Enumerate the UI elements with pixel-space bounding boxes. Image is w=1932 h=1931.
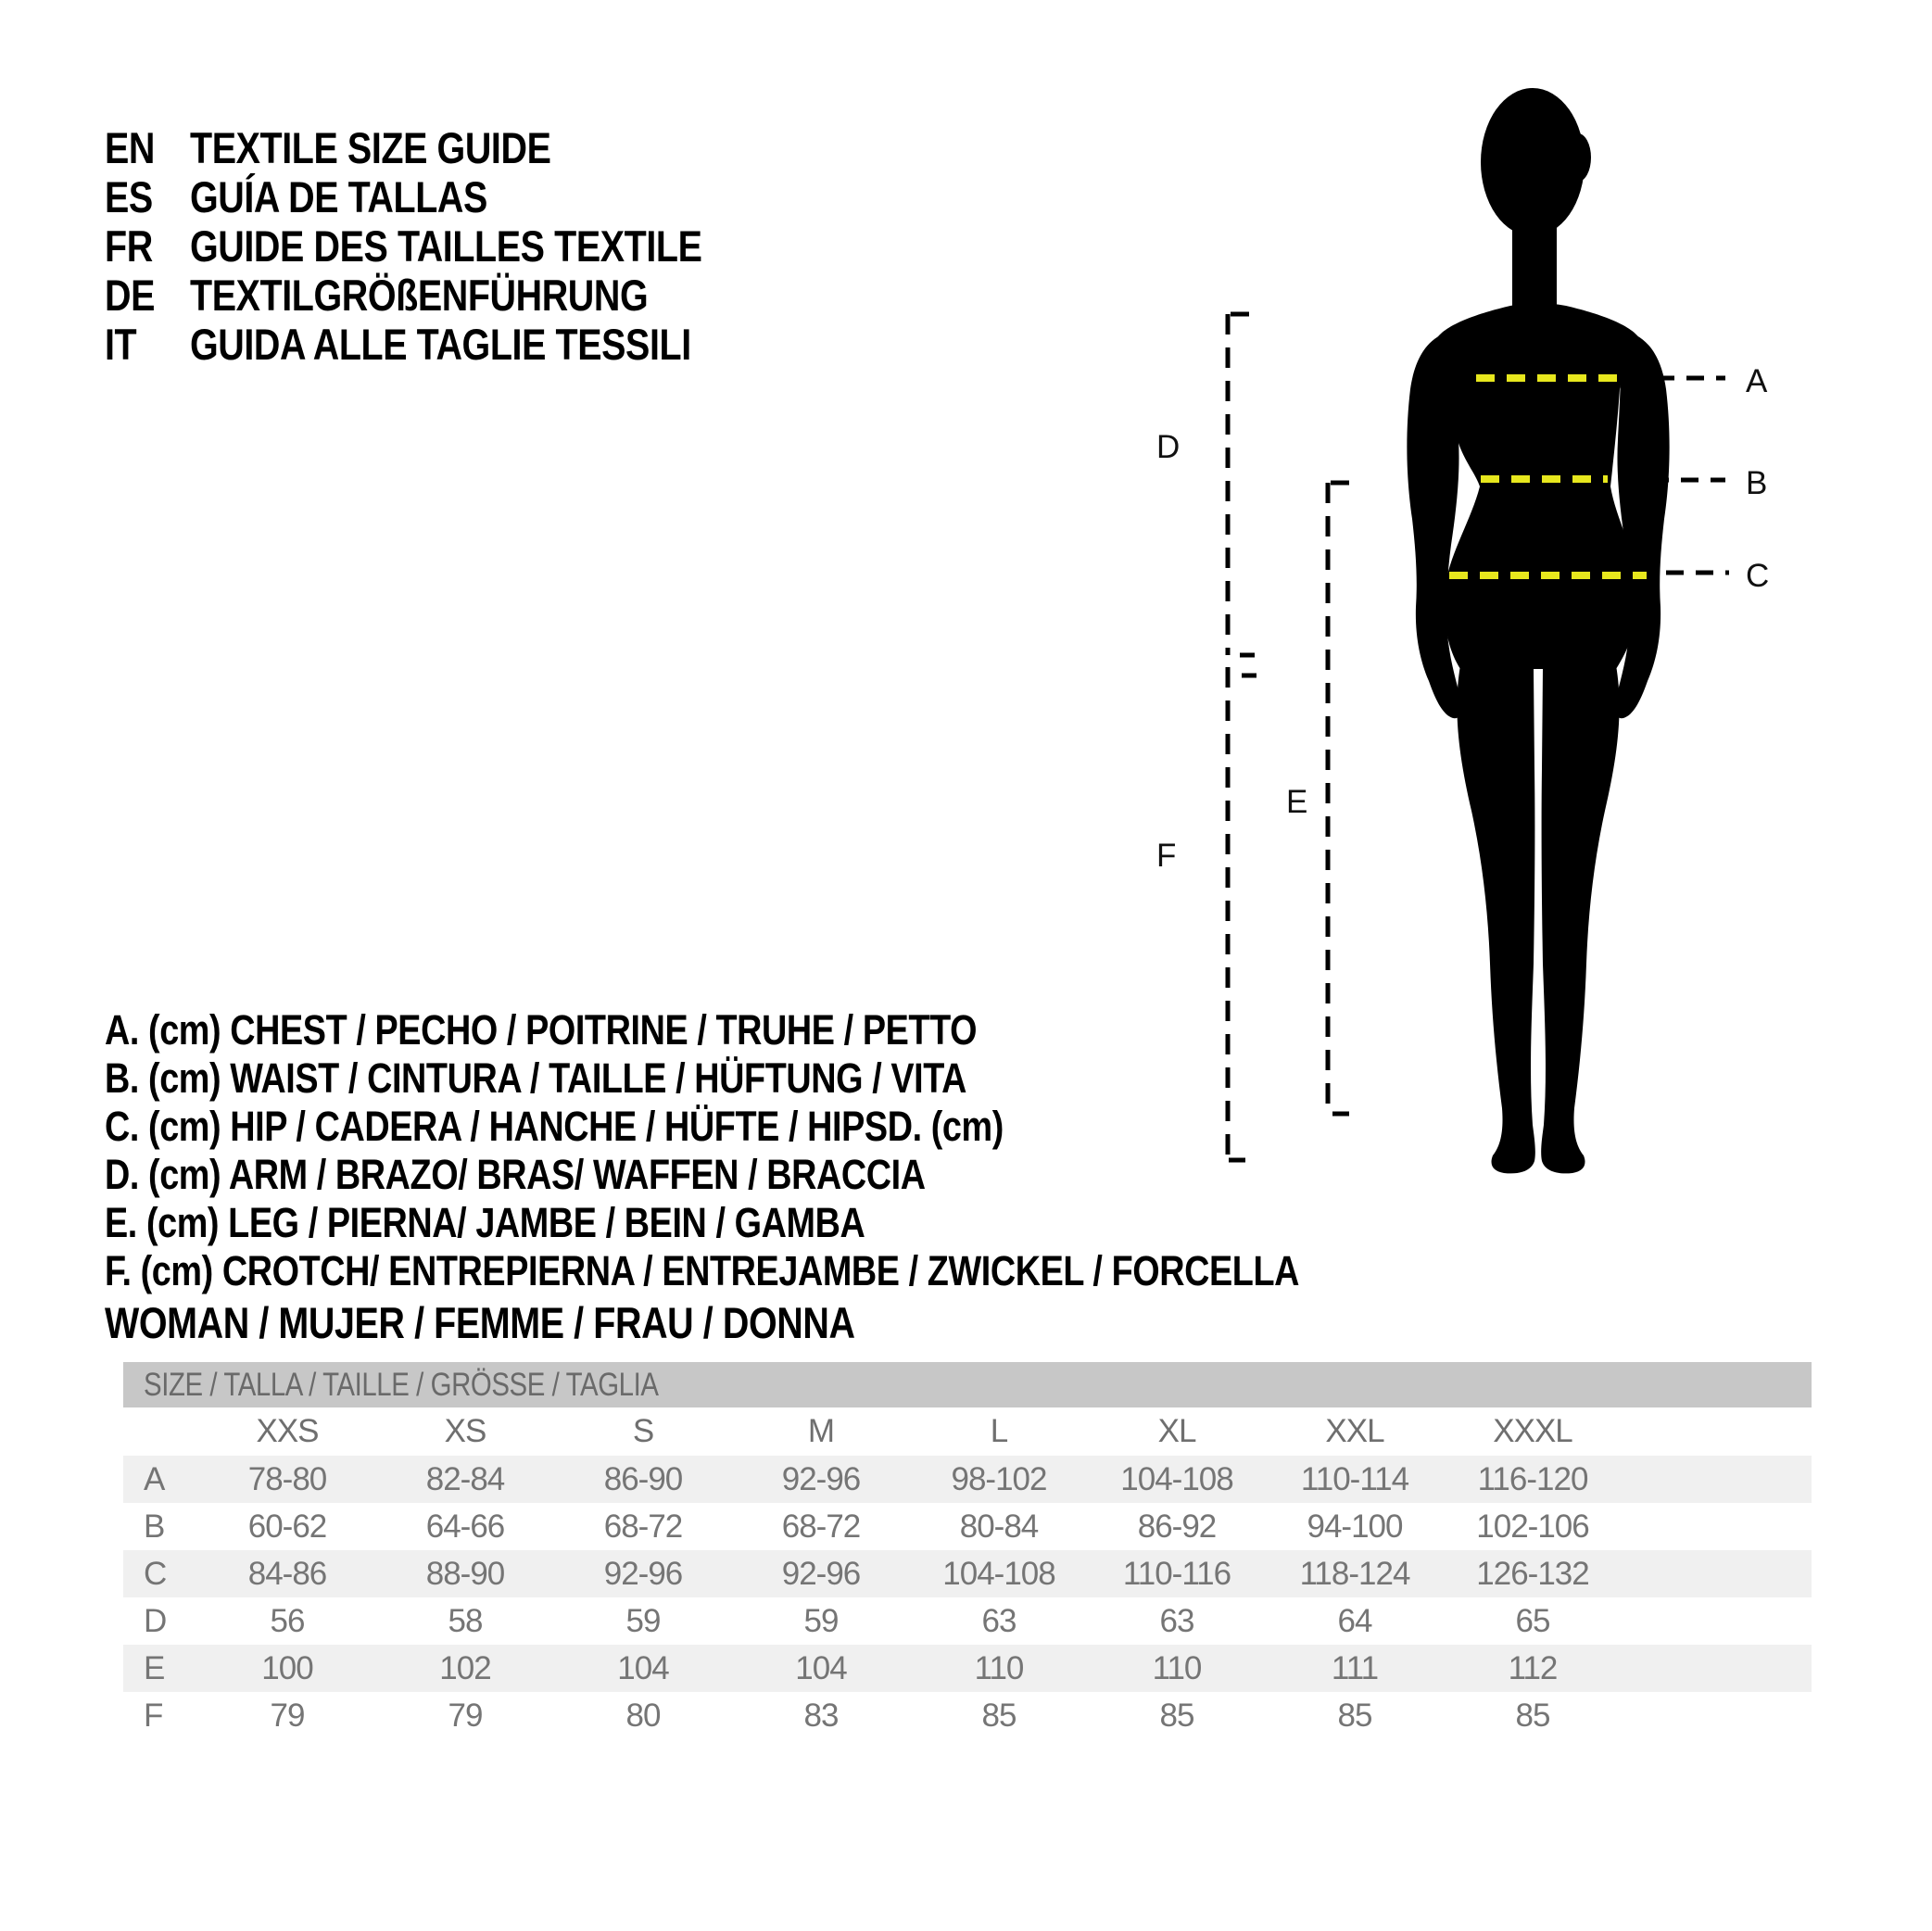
measurement-cell: 98-102 — [951, 1460, 1047, 1497]
measurement-cell: 110-114 — [1300, 1460, 1409, 1497]
table-row-b — [123, 1503, 1812, 1550]
measurement-cell: 78-80 — [247, 1460, 327, 1497]
measurement-cell: 104-108 — [942, 1555, 1055, 1592]
measurement-cell: 118-124 — [1299, 1555, 1410, 1592]
measurement-cell: 68-72 — [603, 1508, 683, 1545]
title-en: TEXTILE SIZE GUIDE — [190, 123, 551, 172]
size-table — [123, 1362, 1812, 1739]
table-row-c — [123, 1550, 1812, 1597]
table-row-f — [123, 1692, 1812, 1739]
vertical-measure-lines — [1228, 314, 1328, 1160]
size-col-s: S — [632, 1413, 654, 1449]
lang-code-it: IT — [105, 320, 137, 369]
size-col-xl: XL — [1157, 1413, 1196, 1449]
measurement-cell: 83 — [803, 1697, 839, 1734]
woman-silhouette — [1407, 88, 1669, 1173]
measurement-cell: 110 — [974, 1649, 1024, 1686]
row-label: F — [144, 1697, 163, 1734]
size-col-xxxl: XXXL — [1493, 1413, 1572, 1449]
measure-line-ticks — [1229, 314, 1349, 1160]
measurement-cell: 63 — [981, 1602, 1017, 1639]
row-label: D — [144, 1602, 167, 1639]
size-col-xs: XS — [444, 1413, 486, 1449]
lang-code-es: ES — [105, 172, 153, 221]
table-row-e — [123, 1645, 1812, 1692]
lang-code-fr: FR — [105, 221, 153, 271]
size-col-m: M — [807, 1413, 835, 1449]
measurement-cell: 116-120 — [1477, 1460, 1588, 1497]
measurement-cell: 79 — [270, 1697, 305, 1734]
measurement-cell: 86-92 — [1137, 1508, 1217, 1545]
measurement-cell: 88-90 — [425, 1555, 505, 1592]
legend-line-a: A. (cm) CHEST / PECHO / POITRINE / TRUHE / PETTO — [105, 1006, 978, 1054]
table-header-bar — [123, 1362, 1812, 1407]
measurement-cell: 85 — [1159, 1697, 1194, 1734]
measurement-cell: 110 — [1152, 1649, 1202, 1686]
measurement-cell: 102-106 — [1476, 1508, 1589, 1545]
label-b: B — [1746, 465, 1768, 501]
section-title-woman: WOMAN / MUJER / FEMME / FRAU / DONNA — [105, 1298, 855, 1347]
measurement-cell: 60-62 — [247, 1508, 327, 1545]
measurement-cell: 104 — [617, 1649, 669, 1686]
label-c: C — [1746, 558, 1770, 594]
lang-code-en: EN — [105, 123, 156, 172]
measurement-cell: 65 — [1515, 1602, 1550, 1639]
measurement-cell: 102 — [439, 1649, 491, 1686]
size-header-row — [123, 1407, 1812, 1456]
measurement-cell: 100 — [261, 1649, 313, 1686]
measurement-cell: 84-86 — [247, 1555, 327, 1592]
measurement-cell: 58 — [448, 1602, 483, 1639]
measurement-cell: 92-96 — [603, 1555, 683, 1592]
measurement-cell: 104 — [795, 1649, 847, 1686]
legend-line-c: C. (cm) HIP / CADERA / HANCHE / HÜFTE / HIPSD. (cm) — [105, 1103, 1004, 1150]
legend-line-e: E. (cm) LEG / PIERNA/ JAMBE / BEIN / GAMBA — [105, 1199, 865, 1246]
size-col-l: L — [990, 1413, 1008, 1449]
measurement-cell: 112 — [1508, 1649, 1558, 1686]
title-it: GUIDA ALLE TAGLIE TESSILI — [190, 320, 691, 369]
silhouette-right-leg — [1541, 665, 1619, 1173]
measurement-cell: 59 — [803, 1602, 839, 1639]
measurement-cell: 85 — [1515, 1697, 1550, 1734]
measurement-cell: 80 — [625, 1697, 661, 1734]
legend-line-f: F. (cm) CROTCH/ ENTREPIERNA / ENTREJAMBE / ZWICKEL / FORCELLA — [105, 1247, 1300, 1294]
silhouette-torso — [1436, 303, 1640, 669]
silhouette-ear — [1565, 133, 1591, 182]
measurement-cell: 92-96 — [781, 1460, 861, 1497]
measurement-cell: 63 — [1159, 1602, 1194, 1639]
lang-code-de: DE — [105, 271, 156, 320]
measurement-cell: 79 — [448, 1697, 483, 1734]
legend-line-b: B. (cm) WAIST / CINTURA / TAILLE / HÜFTUNG / VITA — [105, 1054, 966, 1102]
label-f: F — [1156, 838, 1177, 874]
measurement-cell: 110-116 — [1122, 1555, 1231, 1592]
title-fr: GUIDE DES TAILLES TEXTILE — [190, 221, 702, 271]
measurement-cell: 85 — [981, 1697, 1017, 1734]
measurement-cell: 68-72 — [781, 1508, 861, 1545]
measurement-cell: 82-84 — [425, 1460, 505, 1497]
measurement-cell: 86-90 — [603, 1460, 683, 1497]
title-es: GUÍA DE TALLAS — [190, 172, 487, 221]
measurement-cell: 85 — [1337, 1697, 1372, 1734]
legend-line-d: D. (cm) ARM / BRAZO/ BRAS/ WAFFEN / BRACCIA — [105, 1151, 926, 1198]
measurement-cell: 126-132 — [1476, 1555, 1589, 1592]
measurement-cell: 64 — [1337, 1602, 1372, 1639]
row-label: A — [144, 1460, 165, 1497]
silhouette-right-arm — [1614, 335, 1669, 718]
measurement-cell: 92-96 — [781, 1555, 861, 1592]
label-a: A — [1746, 363, 1768, 399]
label-d: D — [1156, 429, 1181, 465]
measurement-cell: 111 — [1331, 1649, 1379, 1686]
row-label: B — [144, 1508, 165, 1545]
row-label: E — [144, 1649, 165, 1686]
table-header-label: SIZE / TALLA / TAILLE / GRÖSSE / TAGLIA — [144, 1367, 659, 1403]
silhouette-left-leg — [1457, 665, 1534, 1173]
measurement-cell: 94-100 — [1307, 1508, 1403, 1545]
label-e: E — [1286, 784, 1308, 820]
measurement-cell: 64-66 — [425, 1508, 505, 1545]
measurement-cell: 56 — [270, 1602, 305, 1639]
size-col-xxl: XXL — [1325, 1413, 1384, 1449]
table-row-a — [123, 1456, 1812, 1503]
silhouette-left-arm — [1407, 335, 1461, 718]
measurement-cell: 59 — [625, 1602, 661, 1639]
measurement-cell: 80-84 — [959, 1508, 1039, 1545]
title-de: TEXTILGRÖßENFÜHRUNG — [190, 271, 649, 320]
measurement-cell: 104-108 — [1120, 1460, 1233, 1497]
row-label: C — [144, 1555, 167, 1592]
table-row-d — [123, 1597, 1812, 1645]
size-col-xxs: XXS — [256, 1413, 319, 1449]
